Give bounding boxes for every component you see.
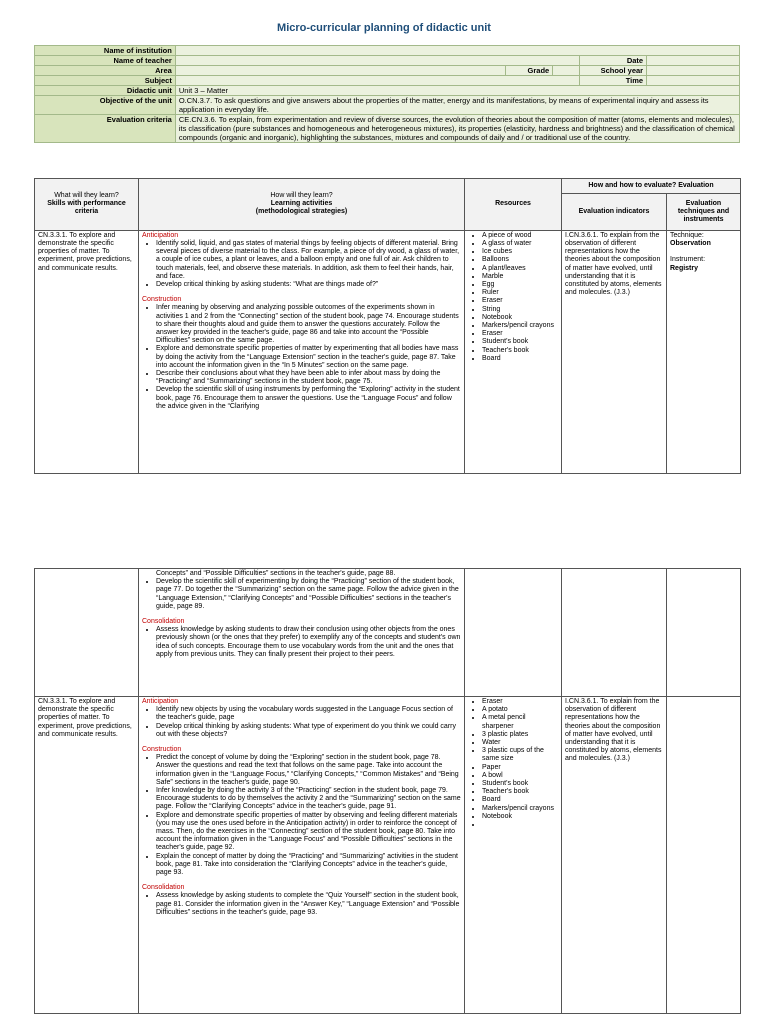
indicator-cell: I.CN.3.6.1. To explain from the observation of different representations how the theories about the composition of matter have evolved, until understanding that it is constituted by atoms, elements and molecules. (J.3.) — [562, 230, 667, 473]
list-item: • Infer knowledge by doing the activity 3 of the “Practicing” section in the student book, page 79. Encourage students to do by themselves the activity 2 and the “Summarizing” section on the same page. Follow the “Clarifying Concepts” advice in the teacher's guide, page 91. — [156, 787, 461, 812]
list-item: • Markers/pencil crayons — [482, 805, 558, 813]
activities-cell — [139, 697, 465, 1014]
list-item: • Egg — [482, 281, 558, 289]
list-item: • Develop the scientific skill of experimenting by doing the “Practicing” section of the student book, page 77. Do together the “Summarizing” section on the same page. Follow the advice given in the “Language Extension,” “Clarifying Concepts” and “Possible Difficulties” sections in the teacher's guide, page 89. — [156, 578, 461, 611]
resources-column-header: Resources — [465, 179, 562, 231]
institution-field[interactable] — [175, 46, 739, 56]
school-year-field[interactable] — [647, 66, 740, 76]
time-label: Time — [580, 76, 647, 86]
consolidation-heading: Consolidation — [142, 884, 185, 892]
indicator-cell: I.CN.3.6.1. To explain from the observation of different representations how the theories about the composition of matter have evolved, until understanding that it is constituted by atoms, elements and molecules. (J.3.) — [562, 697, 667, 1014]
list-item — [482, 821, 558, 829]
list-item: • Develop critical thinking by asking students: “What are things made of?” — [156, 281, 461, 289]
unit-label: Didactic unit — [35, 86, 176, 96]
planning-table-page2 — [34, 568, 741, 1014]
list-item: • A metal pencil sharpener — [482, 714, 558, 730]
list-item: • Identify solid, liquid, and gas states of material things by feeling objects of different material. Bring several pieces of diverse material to the class. For example, a piece of dry wood, a glass of water, a couple of ice cubes, a plant or leaves, and a balloon empty and one full of air. Ask children to touch materials, feel, and observe these materials. In addition, ask them to feel their hands, hair, and face. — [156, 240, 461, 281]
time-field[interactable] — [647, 76, 740, 86]
list-item: • Student's book — [482, 338, 558, 346]
indicators-column-header: Evaluation indicators — [562, 193, 667, 230]
list-item: • Teacher's book — [482, 788, 558, 796]
list-item: • Marble — [482, 273, 558, 281]
skill-cell: CN.3.3.1. To explore and demonstrate the specific properties of matter. To experiment, prove predictions, and communicate results. — [35, 230, 139, 473]
table-header-row — [35, 179, 741, 194]
area-row — [35, 66, 740, 76]
list-item: • A potato — [482, 706, 558, 714]
list-item: • Develop the scientific skill of using instruments by performing the “Exploring” activity in the student book, page 76. Encourage them to answer the questions. Use the “Language Focus” and follow the advice given in the “Clarifying — [156, 386, 461, 411]
continuation-text: Concepts” and “Possible Difficulties” sections in the teacher's guide, page 88. — [156, 570, 396, 577]
instrument-label: Instrument: — [670, 256, 706, 264]
list-item: • Paper — [482, 764, 558, 772]
list-item: • Explore and demonstrate specific properties of matter by experimenting that all bodies have mass by doing the activity from the “Language Extension” section in the teacher's guide, page 87. Take into account the information given in the “In 5 Minutes” section on the same page. — [156, 345, 461, 370]
criteria-value: CE.CN.3.6. To explain, from experimentation and review of diverse sources, the evolution of theories about the composition of matter (atoms, elements and molecules), its classification (pure substances and homogeneous and heterogeneous mixtures), its properties (elasticity, hardness and brightness) and the classification of chemical compounds (organic and inorganic), highlighting the substances, mixtures and compounds of daily and / or traditional use of the country. — [175, 115, 739, 143]
subject-label: Subject — [35, 76, 176, 86]
list-item: • String — [482, 306, 558, 314]
anticipation-heading: Anticipation — [142, 231, 179, 239]
list-item: • A piece of wood — [482, 232, 558, 240]
resources-cell — [465, 230, 562, 473]
row1-anticipation-list — [142, 240, 461, 289]
criteria-row — [35, 115, 740, 143]
teacher-field[interactable] — [175, 56, 579, 66]
technique-label: Technique: — [670, 231, 704, 239]
list-item: • Balloons — [482, 256, 558, 264]
list-item: • Markers/pencil crayons — [482, 322, 558, 330]
objective-value: O.CN.3.7. To ask questions and give answers about the properties of the matter, energy and its manifestations, by means of experimental inquiry and assess its application in everyday life. — [175, 96, 739, 115]
technique-cell — [667, 569, 741, 697]
construction-heading: Construction — [142, 296, 182, 304]
area-field[interactable] — [175, 66, 505, 76]
unit-info-table — [34, 45, 740, 143]
list-item: • Notebook — [482, 314, 558, 322]
list-item: • 3 plastic cups of the same size — [482, 747, 558, 763]
row1-resources-list — [468, 232, 558, 363]
row3-resources-list — [468, 698, 558, 829]
table-row — [35, 697, 741, 1014]
row3-construction-list — [142, 754, 461, 877]
technique-cell — [667, 697, 741, 1014]
indicator-cell — [562, 569, 667, 697]
instrument-value: Registry — [670, 264, 699, 272]
list-item: • Explore and demonstrate specific properties of matter by observing and feeling different materials (you may use the ones used before in the Anticipation activity) in order to reinforce the concept of mass. Then, do the exercises in the “Connecting” section of the student book, page 80. Take into account the information given in the “Language Focus” and “Possible Difficulties” sections in the teacher's guide, page 92. — [156, 812, 461, 853]
unit-value: Unit 3 – Matter — [175, 86, 739, 96]
list-item: • Teacher's book — [482, 347, 558, 355]
skills-column-header: What will they learn? Skills with performance criteria — [35, 179, 139, 231]
row3-anticipation-list — [142, 706, 461, 739]
resources-cell — [465, 697, 562, 1014]
list-item: • A bowl — [482, 772, 558, 780]
teacher-row — [35, 56, 740, 66]
list-item: • Explain the concept of matter by doing the “Practicing” and “Summarizing” activities in the student book, page 81. Take into consideration the “Clarifying Concepts” advice in the teacher's guide, page 93. — [156, 853, 461, 878]
activities-cell — [139, 230, 465, 473]
row2-consolidation-list — [142, 626, 461, 659]
planning-table-page1 — [34, 178, 741, 474]
list-item: • Eraser — [482, 297, 558, 305]
list-item: • Water — [482, 739, 558, 747]
list-item: • 3 plastic plates — [482, 731, 558, 739]
technique-value: Observation — [670, 239, 711, 247]
list-item: • Describe their conclusions about what they have been able to infer about mass by doing the “Practicing” and “Summarizing” sections in the student book, page 75. — [156, 370, 461, 386]
list-item: • Board — [482, 355, 558, 363]
anticipation-heading: Anticipation — [142, 698, 179, 705]
grade-field[interactable] — [553, 66, 580, 76]
list-item: • A glass of water — [482, 240, 558, 248]
area-label: Area — [35, 66, 176, 76]
skill-cell: CN.3.3.1. To explore and demonstrate the specific properties of matter. To experiment, prove predictions, and communicate results. — [35, 697, 139, 1014]
grade-label: Grade — [506, 66, 553, 76]
list-item: • Eraser — [482, 698, 558, 706]
list-item: • Ice cubes — [482, 248, 558, 256]
list-item: • Student's book — [482, 780, 558, 788]
table-row — [35, 230, 741, 473]
date-field[interactable] — [647, 56, 740, 66]
list-item: • Predict the concept of volume by doing the “Exploring” section in the student book, page 78. Answer the questions and read the text that follows on the same page. Take into account the information given in the “Language Focus,” “Clarifying Concepts,” “Common Mistakes” and “Being Safe” sections in the teacher's guide, page 90. — [156, 754, 461, 787]
institution-row — [35, 46, 740, 56]
row3-consolidation-list — [142, 892, 461, 917]
list-item: • Develop critical thinking by asking students: What type of experiment do you think we could carry out with these objects? — [156, 723, 461, 739]
criteria-label: Evaluation criteria — [35, 115, 176, 143]
school-year-label: School year — [580, 66, 647, 76]
list-item: • A plant/leaves — [482, 265, 558, 273]
list-item: • Notebook — [482, 813, 558, 821]
activities-column-header: How will they learn? Learning activities (methodological strategies) — [139, 179, 465, 231]
list-item: • Assess knowledge by asking students to draw their conclusion using other objects from the ones previously shown (or the ones that they prefer) to exemplify any of the concepts and student's own idea of such concepts. Encourage them to use vocabulary words from the unit and the ones that apply from previous units. They can finally present their project to their peers. — [156, 626, 461, 659]
objective-row — [35, 96, 740, 115]
consolidation-heading: Consolidation — [142, 618, 185, 626]
list-item: • Identify new objects by using the vocabulary words suggested in the Language Focus section of the teacher's guide, page — [156, 706, 461, 722]
list-item: • Eraser — [482, 330, 558, 338]
list-item: • Board — [482, 796, 558, 804]
subject-field[interactable] — [175, 76, 579, 86]
row1-construction-list — [142, 304, 461, 411]
evaluation-column-header: How and how to evaluate? Evaluation — [562, 179, 741, 194]
techniques-column-header: Evaluation techniques and instruments — [667, 193, 741, 230]
objective-label: Objective of the unit — [35, 96, 176, 115]
subject-row — [35, 76, 740, 86]
unit-row — [35, 86, 740, 96]
table-row — [35, 569, 741, 697]
institution-label: Name of institution — [35, 46, 176, 56]
list-item: • Infer meaning by observing and analyzing possible outcomes of the experiments shown in activities 1 and 2 from the “Connecting” section of the student book, page 74. Encourage students to share their thoughts aloud and guide them to answer the questions accurately. Follow the answer key provided in the teacher's guide, page 86 and take into account the “Possible Difficulties” section on the same page. — [156, 304, 461, 345]
technique-cell — [667, 230, 741, 473]
teacher-label: Name of teacher — [35, 56, 176, 66]
skill-cell — [35, 569, 139, 697]
construction-heading: Construction — [142, 746, 182, 754]
activities-cell — [139, 569, 465, 697]
list-item: • Assess knowledge by asking students to complete the “Quiz Yourself” section in the student book, page 81. Consider the information given in the “Answer Key,” “Language Extension” and “Possible Difficulties” sections in the teacher's guide, page 93. — [156, 892, 461, 917]
row2-construction-list — [142, 578, 461, 611]
resources-cell — [465, 569, 562, 697]
page-title: Micro-curricular planning of didactic unit — [277, 22, 491, 34]
date-label: Date — [580, 56, 647, 66]
list-item: • Ruler — [482, 289, 558, 297]
